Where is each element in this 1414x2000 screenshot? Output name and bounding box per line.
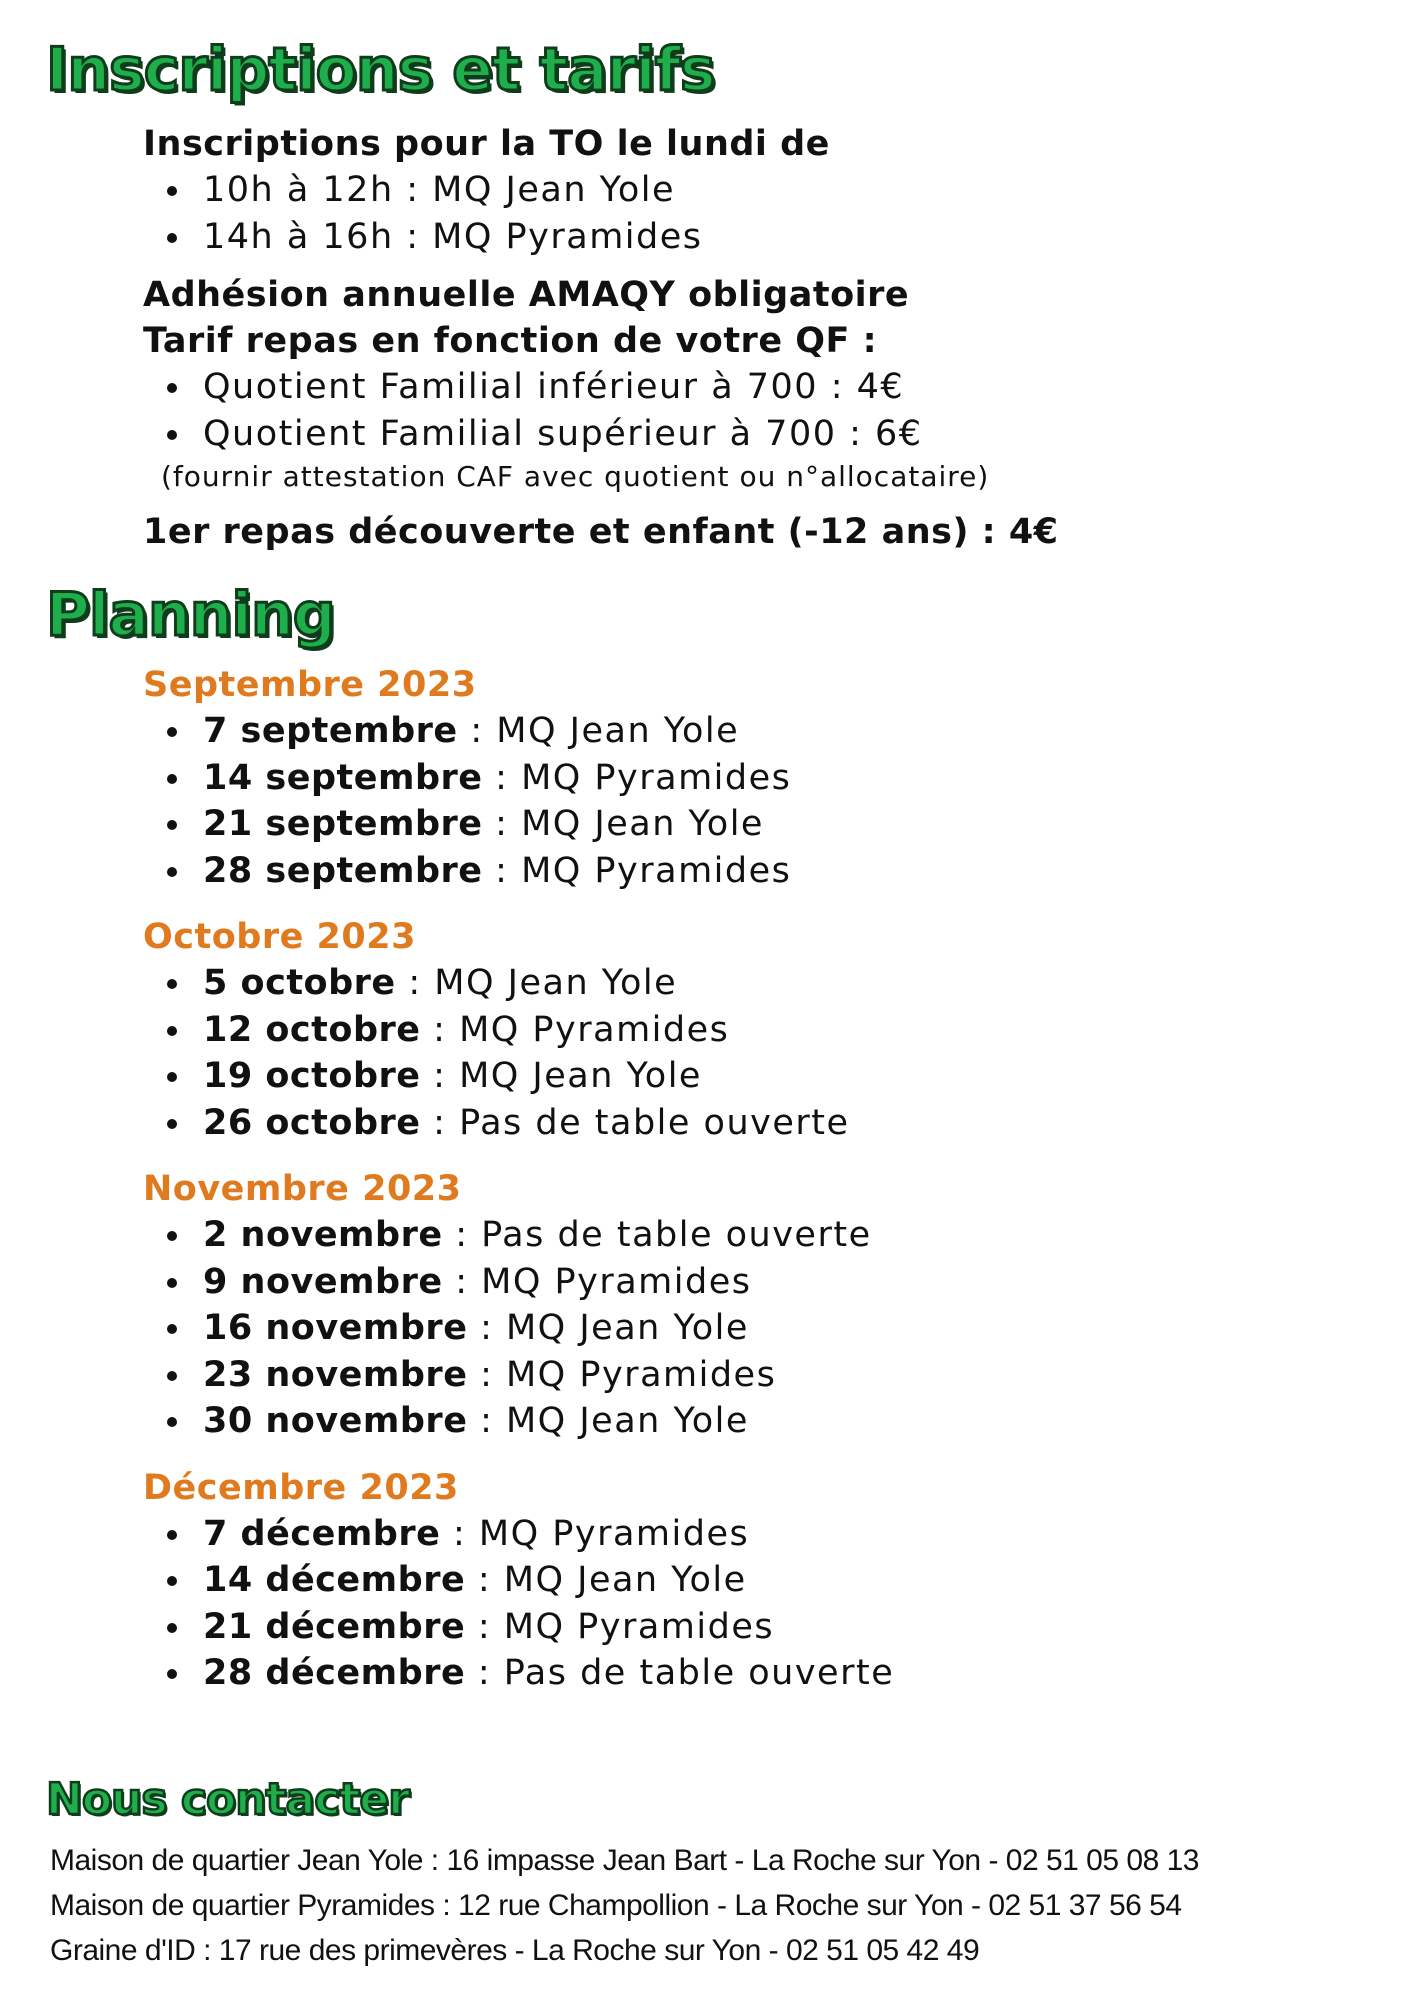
entry-sep: : [465,1653,504,1693]
list-item: 14h à 16h : MQ Pyramides [143,214,1059,261]
entry-sep: : [420,1056,460,1096]
contact-line: Graine d'ID : 17 rue des primevères - La Roche sur Yon - 02 51 05 42 49 [50,1934,980,1967]
entry-sep: : [440,1513,479,1554]
premier-repas-text: 1er repas découverte et enfant (-12 ans) : 4€ [143,512,1059,552]
entry-place: MQ Pyramides [521,757,792,798]
list-item: 10h à 12h : MQ Jean Yole [143,167,1059,214]
entry-place: MQ Pyramides [481,1261,752,1302]
entry-date: 21 décembre [203,1606,466,1647]
entry-sep: : [482,850,522,891]
entry-sep: : [442,1215,482,1255]
list-item [143,1511,894,1558]
entry-sep: : [470,711,497,751]
planning-title: Planning [46,580,335,650]
entry-date: 19 octobre [203,1056,421,1096]
list-item [143,960,894,1007]
month-list [143,708,894,894]
entry-date: 28 décembre [203,1653,466,1693]
entry-place: MQ Pyramides [459,1009,730,1050]
entry-date: 30 novembre [203,1401,468,1441]
entry-sep: : [465,1560,504,1600]
planning-section [143,662,894,1697]
entry-place: MQ Jean Yole [434,963,678,1003]
tarif-heading: Tarif repas en fonction de votre QF : [143,321,878,361]
entry-sep: : [442,1261,482,1302]
month-list [143,960,894,1146]
month-list [143,1511,894,1697]
entry-place: MQ Jean Yole [496,711,740,751]
entry-date: 21 septembre [203,804,483,844]
entry-sep: : [467,1354,506,1395]
tarifs-list [143,364,1059,457]
entry-place: Pas de table ouverte [459,1102,850,1143]
caf-note: (fournir attestation CAF avec quotient ou n°allocataire) [161,460,990,493]
entry-date: 16 novembre [203,1308,468,1348]
month-heading: Octobre 2023 [143,917,416,957]
inscriptions-section [143,121,1059,555]
list-item [143,1398,894,1445]
list-item [143,1305,894,1352]
entry-date: 7 septembre [203,711,471,751]
list-item: Quotient Familial inférieur à 700 : 4€ [143,364,1059,411]
entry-date: 14 décembre [203,1560,466,1600]
contact-title: Nous contacter [46,1774,409,1825]
entry-date: 5 octobre [203,963,409,1003]
entry-place: MQ Pyramides [505,1354,777,1395]
entry-sep: : [465,1606,504,1647]
entry-sep: : [482,804,522,844]
month-heading: Novembre 2023 [143,1169,462,1209]
entry-date: 7 décembre [203,1513,441,1554]
list-item [143,1007,894,1054]
contact-line: Maison de quartier Jean Yole : 16 impasse Jean Bart - La Roche sur Yon - 02 51 05 08 13 [50,1844,1199,1877]
entry-sep: : [420,1102,460,1143]
entry-sep: : [408,963,435,1003]
entry-date: 14 septembre [203,757,483,798]
month-heading: Septembre 2023 [143,665,477,705]
entry-sep: : [420,1009,460,1050]
list-item [143,1604,894,1651]
list-item [143,848,894,895]
adhesion-text: Adhésion annuelle AMAQY obligatoire [143,275,910,315]
entry-place: MQ Jean Yole [505,1308,749,1348]
contact-line: Maison de quartier Pyramides : 12 rue Champollion - La Roche sur Yon - 02 51 37 56 54 [50,1889,1182,1922]
entry-place: MQ Pyramides [521,850,792,891]
inscriptions-title: Inscriptions et tarifs [46,35,715,105]
entry-place: Pas de table ouverte [503,1653,895,1693]
entry-date: 28 septembre [203,850,483,891]
entry-sep: : [467,1401,506,1441]
list-item [143,708,894,755]
list-item [143,801,894,848]
list-item: Quotient Familial supérieur à 700 : 6€ [143,411,1059,458]
entry-place: MQ Pyramides [503,1606,775,1647]
list-item [143,1259,894,1306]
entry-place: MQ Pyramides [478,1513,750,1554]
slots-list [143,167,1059,260]
list-item [143,1100,894,1147]
entry-place: MQ Jean Yole [503,1560,747,1600]
list-item [143,1053,894,1100]
month-list [143,1212,894,1445]
entry-sep: : [482,757,522,798]
entry-sep: : [467,1308,506,1348]
entry-date: 23 novembre [203,1354,468,1395]
entry-date: 9 novembre [203,1261,443,1302]
entry-date: 26 octobre [203,1102,421,1143]
month-heading: Décembre 2023 [143,1467,459,1508]
entry-place: MQ Jean Yole [505,1401,749,1441]
entry-place: Pas de table ouverte [481,1215,872,1255]
list-item [143,1557,894,1604]
entry-date: 12 octobre [203,1009,421,1050]
list-item [143,1352,894,1399]
entry-place: MQ Jean Yole [459,1056,702,1096]
inscriptions-heading: Inscriptions pour la TO le lundi de [143,124,830,164]
entry-place: MQ Jean Yole [521,804,764,844]
list-item [143,755,894,802]
entry-date: 2 novembre [203,1215,443,1255]
list-item [143,1650,894,1697]
contact-section [50,1838,1199,1973]
list-item [143,1212,894,1259]
